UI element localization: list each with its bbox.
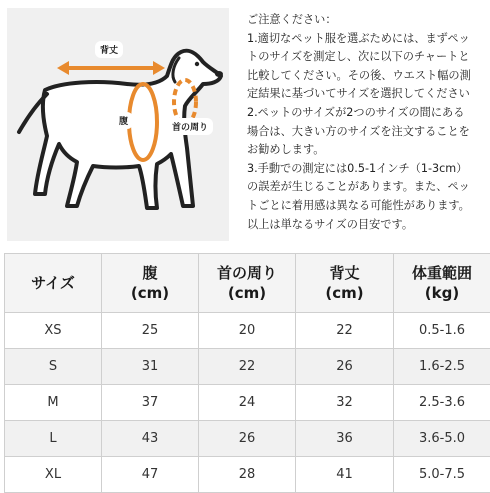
table-cell: 36 [296,421,394,457]
note-line: 比較してください。その後、ウエスト幅の測 [247,67,490,86]
label-neck: 首の周り [167,118,213,135]
back-arrow-right-head [153,61,165,75]
table-cell: 31 [102,349,199,385]
header-unit: (kg) [394,283,490,303]
table-row [5,349,490,385]
note-line: トごとに着用感は異なる可能性があります。 [247,197,490,216]
table-body [5,313,490,493]
size-chart-table [4,253,490,493]
table-cell: 25 [102,313,199,349]
table-cell: 26 [296,349,394,385]
header-weight [394,254,490,313]
table-cell: 32 [296,385,394,421]
table-header-row [5,254,490,313]
notes-heading: ご注意ください： [247,11,490,30]
table-cell: 1.6-2.5 [394,349,490,385]
note-line: トのサイズを測定し、次に以下のチャートと [247,48,490,67]
table-cell: 24 [199,385,296,421]
table-cell: L [5,421,102,457]
table-cell: 26 [199,421,296,457]
table-row [5,457,490,493]
header-back [296,254,394,313]
table-cell: 2.5-3.6 [394,385,490,421]
note-line: 場合は、大きい方のサイズを注文することを [247,123,490,142]
table-cell: 22 [296,313,394,349]
note-line: の誤差が生じることがあります。また、ペッ [247,178,490,197]
back-arrow-left-head [57,61,69,75]
table-row [5,313,490,349]
header-size [5,254,102,313]
table-cell: M [5,385,102,421]
header-label: 首の周り [199,263,295,283]
table-cell: 0.5-1.6 [394,313,490,349]
header-neck [199,254,296,313]
table-cell: 43 [102,421,199,457]
table-cell: 47 [102,457,199,493]
table-cell: 3.6-5.0 [394,421,490,457]
table-cell: XL [5,457,102,493]
table-cell: S [5,349,102,385]
header-label: サイズ [5,273,101,293]
header-unit: (cm) [296,283,393,303]
label-belly: 腹 [114,112,133,129]
table-cell: 41 [296,457,394,493]
header-unit: (cm) [102,283,198,303]
header-label: 背丈 [296,263,393,283]
note-line: 1.適切なペット服を選ぶためには、まずペッ [247,30,490,49]
header-label: 体重範囲 [394,263,490,283]
dog-nose [215,71,223,77]
header-unit: (cm) [199,283,295,303]
table-row [5,421,490,457]
measurement-diagram [7,8,229,241]
table-row [5,385,490,421]
note-line: 2.ペットのサイズが2つのサイズの間にある [247,104,490,123]
table-cell: 20 [199,313,296,349]
header-label: 腹 [102,263,198,283]
table-cell: XS [5,313,102,349]
caution-notes [247,11,490,234]
note-line: 3.手動での測定には0.5-1インチ（1-3cm） [247,160,490,179]
note-line: お勧めします。 [247,141,490,160]
table-cell: 5.0-7.5 [394,457,490,493]
header-belly [102,254,199,313]
dog-eye [195,62,199,66]
label-back: 背丈 [95,41,123,58]
table-cell: 28 [199,457,296,493]
note-line: 以上は単なるサイズの目安です。 [247,216,490,235]
table-cell: 37 [102,385,199,421]
table-cell: 22 [199,349,296,385]
note-line: 定結果に基づいてサイズを選択してください [247,85,490,104]
